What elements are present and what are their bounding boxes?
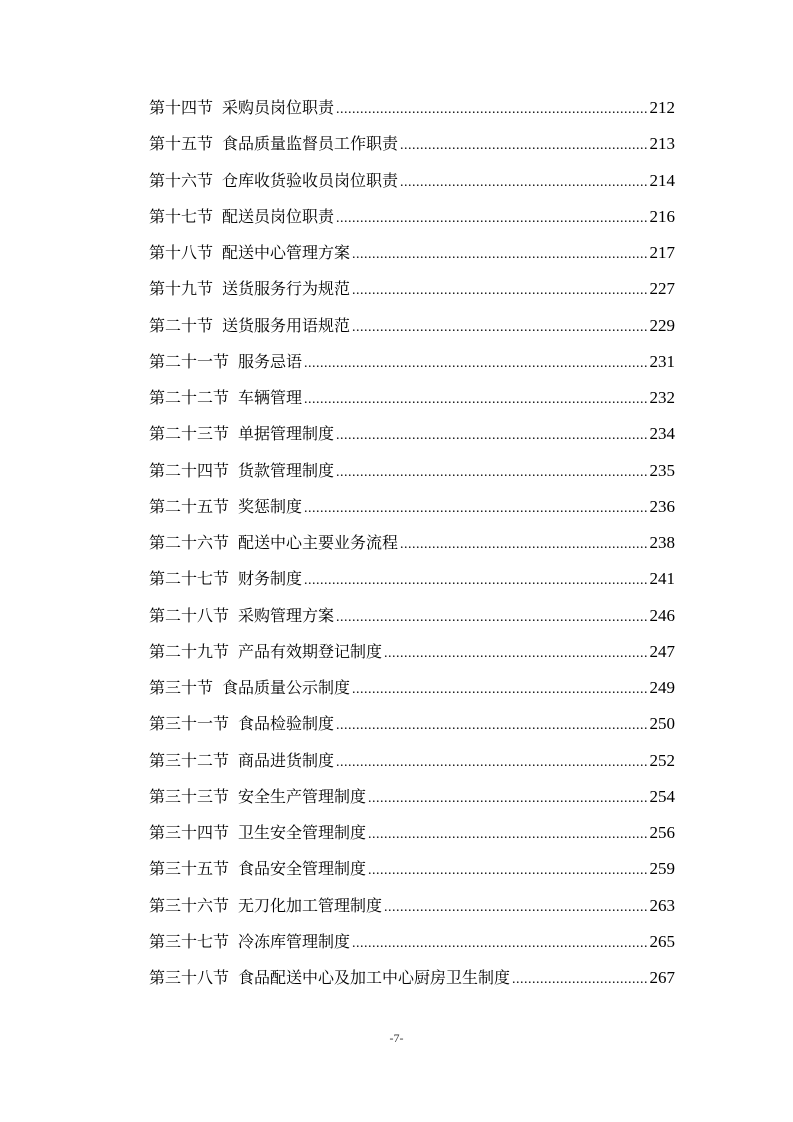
toc-dot-leader bbox=[400, 527, 647, 563]
toc-section-number: 第三十二节 bbox=[149, 750, 230, 770]
toc-title: 财务制度 bbox=[238, 569, 303, 589]
toc-entry[interactable] bbox=[149, 670, 675, 706]
toc-title: 食品质量监督员工作职责 bbox=[222, 134, 399, 154]
toc-dot-leader bbox=[352, 273, 647, 309]
table-of-contents bbox=[149, 90, 675, 996]
toc-dot-leader bbox=[304, 382, 647, 418]
toc-entry[interactable] bbox=[149, 308, 675, 344]
toc-dot-leader bbox=[384, 636, 647, 672]
toc-page-number: 259 bbox=[649, 859, 675, 879]
toc-dot-leader bbox=[336, 455, 647, 491]
toc-page-number: 250 bbox=[649, 714, 675, 734]
toc-entry[interactable] bbox=[149, 960, 675, 996]
toc-entry[interactable] bbox=[149, 525, 675, 561]
toc-title: 安全生产管理制度 bbox=[238, 786, 367, 806]
toc-dot-leader bbox=[384, 890, 647, 926]
toc-section-number: 第十九节 bbox=[149, 279, 214, 299]
toc-title: 仓库收货验收员岗位职责 bbox=[222, 170, 399, 190]
toc-title: 服务忌语 bbox=[238, 351, 303, 371]
toc-page-number: 212 bbox=[649, 98, 675, 117]
toc-dot-leader bbox=[336, 201, 647, 237]
page-number: -7- bbox=[389, 1031, 404, 1045]
toc-dot-leader bbox=[304, 563, 647, 599]
toc-entry[interactable] bbox=[149, 126, 675, 162]
toc-title: 送货服务行为规范 bbox=[222, 279, 351, 299]
toc-entry[interactable] bbox=[149, 453, 675, 489]
toc-entry[interactable] bbox=[149, 90, 675, 126]
toc-page-number: 263 bbox=[649, 895, 675, 915]
toc-section-number: 第二十二节 bbox=[149, 388, 230, 407]
toc-page-number: 217 bbox=[649, 243, 675, 262]
toc-section-number: 第十六节 bbox=[149, 170, 214, 190]
toc-entry[interactable] bbox=[149, 634, 675, 670]
toc-title: 食品配送中心及加工中心厨房卫生制度 bbox=[238, 968, 511, 987]
toc-section-number: 第十八节 bbox=[149, 243, 214, 262]
toc-title: 奖惩制度 bbox=[238, 496, 303, 516]
toc-title: 无刀化加工管理制度 bbox=[238, 895, 383, 915]
toc-entry[interactable] bbox=[149, 344, 675, 380]
toc-title: 食品安全管理制度 bbox=[238, 859, 367, 879]
toc-entry[interactable] bbox=[149, 888, 675, 924]
toc-dot-leader bbox=[336, 708, 647, 744]
toc-section-number: 第二十六节 bbox=[149, 533, 230, 552]
toc-page-number: 246 bbox=[649, 605, 675, 625]
toc-dot-leader bbox=[336, 418, 647, 454]
toc-dot-leader bbox=[352, 672, 647, 708]
toc-page-number: 249 bbox=[649, 678, 675, 697]
toc-section-number: 第十七节 bbox=[149, 206, 214, 226]
toc-dot-leader bbox=[336, 745, 647, 781]
toc-page-number: 241 bbox=[649, 569, 675, 589]
toc-dot-leader bbox=[512, 962, 647, 998]
toc-title: 食品质量公示制度 bbox=[222, 678, 351, 697]
toc-entry[interactable] bbox=[149, 706, 675, 742]
toc-section-number: 第三十八节 bbox=[149, 968, 230, 987]
toc-page-number: 247 bbox=[649, 641, 675, 661]
toc-section-number: 第二十七节 bbox=[149, 569, 230, 589]
toc-title: 货款管理制度 bbox=[238, 460, 335, 480]
toc-dot-leader bbox=[336, 600, 647, 636]
toc-entry[interactable] bbox=[149, 779, 675, 815]
toc-title: 商品进货制度 bbox=[238, 750, 335, 770]
toc-dot-leader bbox=[304, 491, 647, 527]
toc-entry[interactable] bbox=[149, 815, 675, 851]
toc-page-number: 213 bbox=[649, 134, 675, 154]
toc-title: 配送中心管理方案 bbox=[222, 243, 351, 262]
toc-section-number: 第二十三节 bbox=[149, 424, 230, 444]
toc-section-number: 第三十节 bbox=[149, 678, 214, 697]
toc-title: 送货服务用语规范 bbox=[222, 315, 351, 335]
toc-section-number: 第三十一节 bbox=[149, 714, 230, 734]
toc-entry[interactable] bbox=[149, 598, 675, 634]
toc-section-number: 第二十节 bbox=[149, 315, 214, 335]
toc-title: 食品检验制度 bbox=[238, 714, 335, 734]
toc-title: 卫生安全管理制度 bbox=[238, 823, 367, 842]
toc-title: 配送员岗位职责 bbox=[222, 206, 335, 226]
toc-page-number: 256 bbox=[649, 823, 675, 842]
toc-section-number: 第二十四节 bbox=[149, 460, 230, 480]
toc-dot-leader bbox=[304, 346, 647, 382]
toc-dot-leader bbox=[368, 781, 647, 817]
toc-page-number: 267 bbox=[649, 968, 675, 987]
toc-page-number: 236 bbox=[649, 496, 675, 516]
toc-section-number: 第三十七节 bbox=[149, 931, 230, 951]
toc-entry[interactable] bbox=[149, 743, 675, 779]
toc-dot-leader bbox=[400, 165, 647, 201]
toc-title: 单据管理制度 bbox=[238, 424, 335, 444]
toc-dot-leader bbox=[400, 128, 647, 164]
toc-page-number: 254 bbox=[649, 786, 675, 806]
toc-entry[interactable] bbox=[149, 271, 675, 307]
toc-dot-leader bbox=[368, 817, 647, 853]
toc-entry[interactable] bbox=[149, 235, 675, 271]
toc-title: 采购员岗位职责 bbox=[222, 98, 335, 117]
toc-entry[interactable] bbox=[149, 163, 675, 199]
toc-section-number: 第三十三节 bbox=[149, 786, 230, 806]
toc-entry[interactable] bbox=[149, 851, 675, 887]
toc-dot-leader bbox=[352, 926, 647, 962]
toc-page-number: 265 bbox=[649, 931, 675, 951]
toc-entry[interactable] bbox=[149, 924, 675, 960]
toc-entry[interactable] bbox=[149, 199, 675, 235]
toc-title: 车辆管理 bbox=[238, 388, 303, 407]
toc-page-number: 232 bbox=[649, 388, 675, 407]
toc-page-number: 234 bbox=[649, 424, 675, 444]
toc-title: 产品有效期登记制度 bbox=[238, 641, 383, 661]
toc-section-number: 第二十八节 bbox=[149, 605, 230, 625]
toc-title: 配送中心主要业务流程 bbox=[238, 533, 399, 552]
toc-section-number: 第二十一节 bbox=[149, 351, 230, 371]
toc-entry[interactable] bbox=[149, 561, 675, 597]
toc-page-number: 229 bbox=[649, 315, 675, 335]
toc-dot-leader bbox=[352, 237, 647, 273]
toc-section-number: 第三十五节 bbox=[149, 859, 230, 879]
toc-section-number: 第三十六节 bbox=[149, 895, 230, 915]
toc-page-number: 252 bbox=[649, 750, 675, 770]
toc-page-number: 227 bbox=[649, 279, 675, 299]
toc-title: 采购管理方案 bbox=[238, 605, 335, 625]
toc-page-number: 231 bbox=[649, 351, 675, 371]
toc-entry[interactable] bbox=[149, 489, 675, 525]
toc-section-number: 第十五节 bbox=[149, 134, 214, 154]
toc-page-number: 214 bbox=[649, 170, 675, 190]
toc-title: 冷冻库管理制度 bbox=[238, 931, 351, 951]
toc-entry[interactable] bbox=[149, 380, 675, 416]
toc-page-number: 238 bbox=[649, 533, 675, 552]
toc-section-number: 第二十九节 bbox=[149, 641, 230, 661]
toc-dot-leader bbox=[336, 92, 647, 128]
toc-page-number: 216 bbox=[649, 206, 675, 226]
toc-dot-leader bbox=[352, 310, 647, 346]
toc-section-number: 第三十四节 bbox=[149, 823, 230, 842]
toc-page-number: 235 bbox=[649, 460, 675, 480]
toc-section-number: 第二十五节 bbox=[149, 496, 230, 516]
toc-dot-leader bbox=[368, 853, 647, 889]
toc-entry[interactable] bbox=[149, 416, 675, 452]
toc-section-number: 第十四节 bbox=[149, 98, 214, 117]
